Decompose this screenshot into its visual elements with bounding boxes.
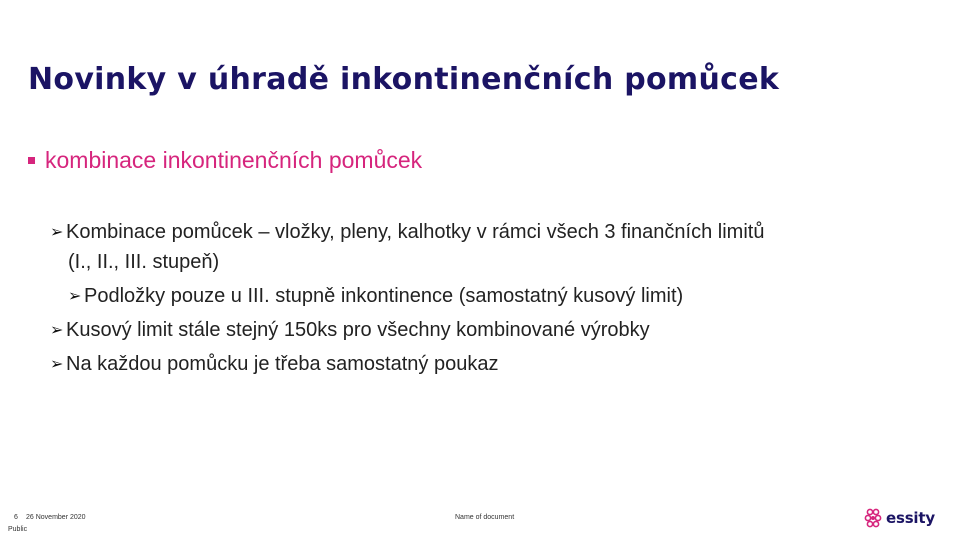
classification-label: Public bbox=[8, 526, 28, 533]
bullet-level1-text: kombinace inkontinenčních pomůcek bbox=[45, 147, 423, 173]
square-bullet-icon bbox=[28, 157, 35, 164]
document-name: Name of document bbox=[455, 514, 515, 521]
logo-text: essity bbox=[886, 509, 935, 527]
sub-bullet-3 bbox=[50, 318, 650, 343]
arrow-bullet-icon: ➢ bbox=[50, 354, 64, 373]
sub-bullet-4 bbox=[50, 352, 498, 377]
arrow-bullet-icon: ➢ bbox=[50, 222, 64, 241]
sub-bullet-1-text: Kombinace pomůcek – vložky, pleny, kalhotky v rámci všech 3 finančních limitů bbox=[66, 221, 765, 243]
sub-bullet-4-text: Na každou pomůcku je třeba samostatný poukaz bbox=[66, 353, 499, 375]
sub-bullet-2 bbox=[68, 284, 683, 309]
slide-title: Novinky v úhradě inkontinenčních pomůcek bbox=[28, 62, 780, 97]
sub-bullet-1 bbox=[50, 220, 764, 245]
essity-flower-icon bbox=[864, 508, 882, 528]
arrow-bullet-icon: ➢ bbox=[50, 320, 64, 339]
page-number: 6 bbox=[14, 514, 18, 521]
bullet-level1 bbox=[28, 147, 422, 174]
sub-bullet-3-text: Kusový limit stále stejný 150ks pro všechny kombinované výrobky bbox=[66, 319, 650, 341]
sub-bullet-1-text-line2: (I., II., III. stupeň) bbox=[68, 251, 220, 273]
footer-date: 26 November 2020 bbox=[26, 514, 86, 521]
sub-bullet-1-continuation bbox=[68, 250, 219, 274]
sub-bullet-2-text: Podložky pouze u III. stupně inkontinence (samostatný kusový limit) bbox=[84, 285, 684, 307]
arrow-bullet-icon: ➢ bbox=[68, 286, 82, 305]
essity-logo bbox=[864, 508, 935, 528]
